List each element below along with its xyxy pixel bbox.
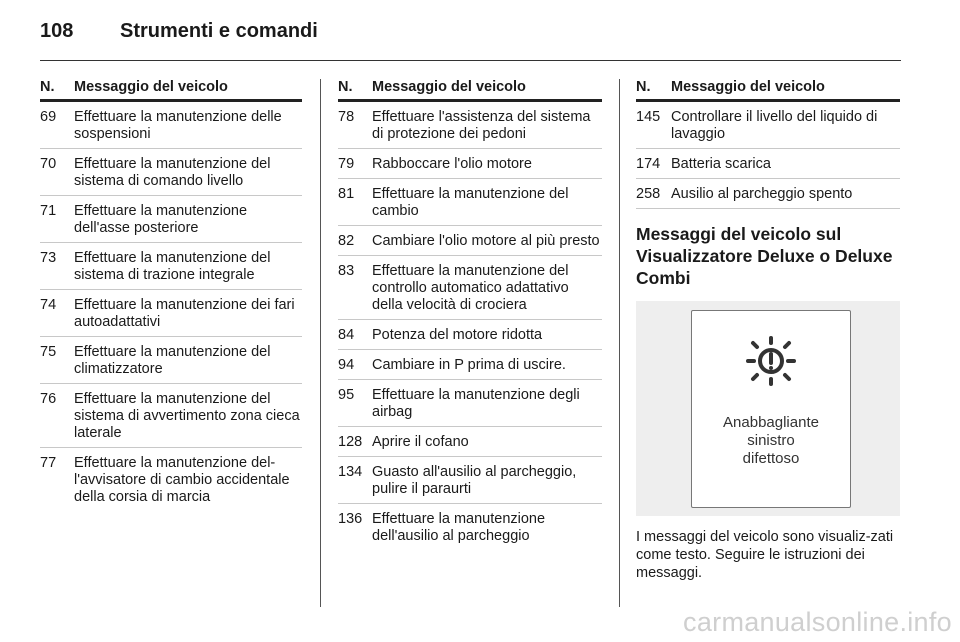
row-text: Effettuare la manutenzione del climatizzatore	[74, 344, 271, 377]
table-row	[40, 337, 302, 384]
row-number: 82	[338, 233, 355, 249]
row-text: Effettuare la manutenzione del sistema di avvertimento zona cieca laterale	[74, 391, 300, 441]
table-row	[338, 427, 602, 457]
row-number: 71	[40, 203, 57, 219]
row-number: 69	[40, 109, 57, 125]
row-text: Rabboccare l'olio motore	[372, 156, 532, 172]
page-number: 108	[40, 20, 74, 42]
column-divider-1	[320, 79, 321, 607]
table-row	[40, 448, 302, 511]
table-row	[40, 384, 302, 448]
table-row	[40, 102, 302, 149]
row-number: 77	[40, 455, 57, 471]
row-text: Guasto all'ausilio al parcheggio, pulire il paraurti	[372, 464, 577, 497]
headlamp-warning-icon	[738, 331, 804, 391]
table-row	[338, 504, 602, 550]
row-text: Effettuare la manutenzione del-l'avvisatore di cambio accidentale della corsia di marcia	[74, 455, 290, 505]
table-header	[40, 79, 302, 102]
row-number: 73	[40, 250, 57, 266]
header-number: N.	[338, 79, 353, 95]
row-text: Aprire il cofano	[372, 434, 469, 450]
row-number: 74	[40, 297, 57, 313]
row-text: Effettuare la manutenzione del controllo automatico adattativo della velocità di crociera	[372, 263, 569, 313]
display-message	[692, 414, 850, 468]
row-number: 174	[636, 156, 661, 172]
row-text: Ausilio al parcheggio spento	[671, 186, 853, 202]
row-number: 78	[338, 109, 355, 125]
row-text: Effettuare la manutenzione dell'asse posteriore	[74, 203, 248, 236]
message-table-1	[40, 79, 302, 511]
table-row	[40, 196, 302, 243]
table-row	[40, 243, 302, 290]
row-text: Controllare il livello del liquido di lavaggio	[671, 109, 878, 142]
row-text: Batteria scarica	[671, 156, 771, 172]
table-row	[338, 457, 602, 504]
watermark: carmanualsonline.info	[683, 607, 952, 637]
table-row	[338, 350, 602, 380]
row-number: 79	[338, 156, 355, 172]
table-row	[636, 179, 900, 209]
row-text: Effettuare l'assistenza del sistema di protezione dei pedoni	[372, 109, 591, 142]
header-label: Messaggio del veicolo	[74, 79, 228, 95]
table-row	[338, 380, 602, 427]
row-number: 136	[338, 511, 363, 527]
row-text: Effettuare la manutenzione del cambio	[372, 186, 569, 219]
row-text: Potenza del motore ridotta	[372, 327, 543, 343]
header-number: N.	[636, 79, 651, 95]
table-row	[636, 102, 900, 149]
row-number: 75	[40, 344, 57, 360]
row-number: 94	[338, 357, 355, 373]
table-row	[636, 149, 900, 179]
table-row	[40, 149, 302, 196]
row-number: 76	[40, 391, 57, 407]
page-title: Strumenti e comandi	[120, 20, 318, 42]
row-text: Effettuare la manutenzione dei fari autoadattativi	[74, 297, 295, 330]
row-number: 84	[338, 327, 355, 343]
row-text: Cambiare l'olio motore al più presto	[372, 233, 600, 249]
display-screen	[691, 310, 851, 508]
display-line: sinistro	[747, 432, 795, 449]
row-text: Effettuare la manutenzione del sistema di comando livello	[74, 156, 271, 189]
display-line: difettoso	[742, 450, 800, 467]
header-number: N.	[40, 79, 55, 95]
message-table-2	[338, 79, 602, 550]
table-header	[636, 79, 900, 102]
row-text: Cambiare in P prima di uscire.	[372, 357, 566, 373]
row-number: 258	[636, 186, 661, 202]
row-text: Effettuare la manutenzione degli airbag	[372, 387, 580, 420]
row-number: 70	[40, 156, 57, 172]
row-number: 81	[338, 186, 355, 202]
row-text: Effettuare la manutenzione dell'ausilio al parcheggio	[372, 511, 546, 544]
table-row	[338, 320, 602, 350]
row-number: 134	[338, 464, 363, 480]
column-divider-2	[619, 79, 620, 607]
row-number: 145	[636, 109, 661, 125]
display-illustration	[636, 301, 900, 516]
header-divider	[40, 60, 901, 61]
table-row	[338, 149, 602, 179]
row-text: Effettuare la manutenzione del sistema di trazione integrale	[74, 250, 271, 283]
table-row	[338, 102, 602, 149]
row-number: 95	[338, 387, 355, 403]
row-number: 83	[338, 263, 355, 279]
section-heading: Messaggi del veicolo sul Visualizzatore Deluxe o Deluxe Combi	[636, 224, 893, 288]
table-header	[338, 79, 602, 102]
row-number: 128	[338, 434, 363, 450]
header-label: Messaggio del veicolo	[372, 79, 526, 95]
display-line: Anabbagliante	[723, 414, 819, 431]
header-label: Messaggio del veicolo	[671, 79, 825, 95]
table-row	[338, 256, 602, 320]
message-table-3	[636, 79, 900, 582]
body-paragraph: I messaggi del veicolo sono visualiz-zati come testo. Seguire le istruzioni dei messaggi.	[636, 529, 894, 581]
table-row	[338, 179, 602, 226]
row-text: Effettuare la manutenzione delle sospensioni	[74, 109, 282, 142]
table-row	[338, 226, 602, 256]
table-row	[40, 290, 302, 337]
